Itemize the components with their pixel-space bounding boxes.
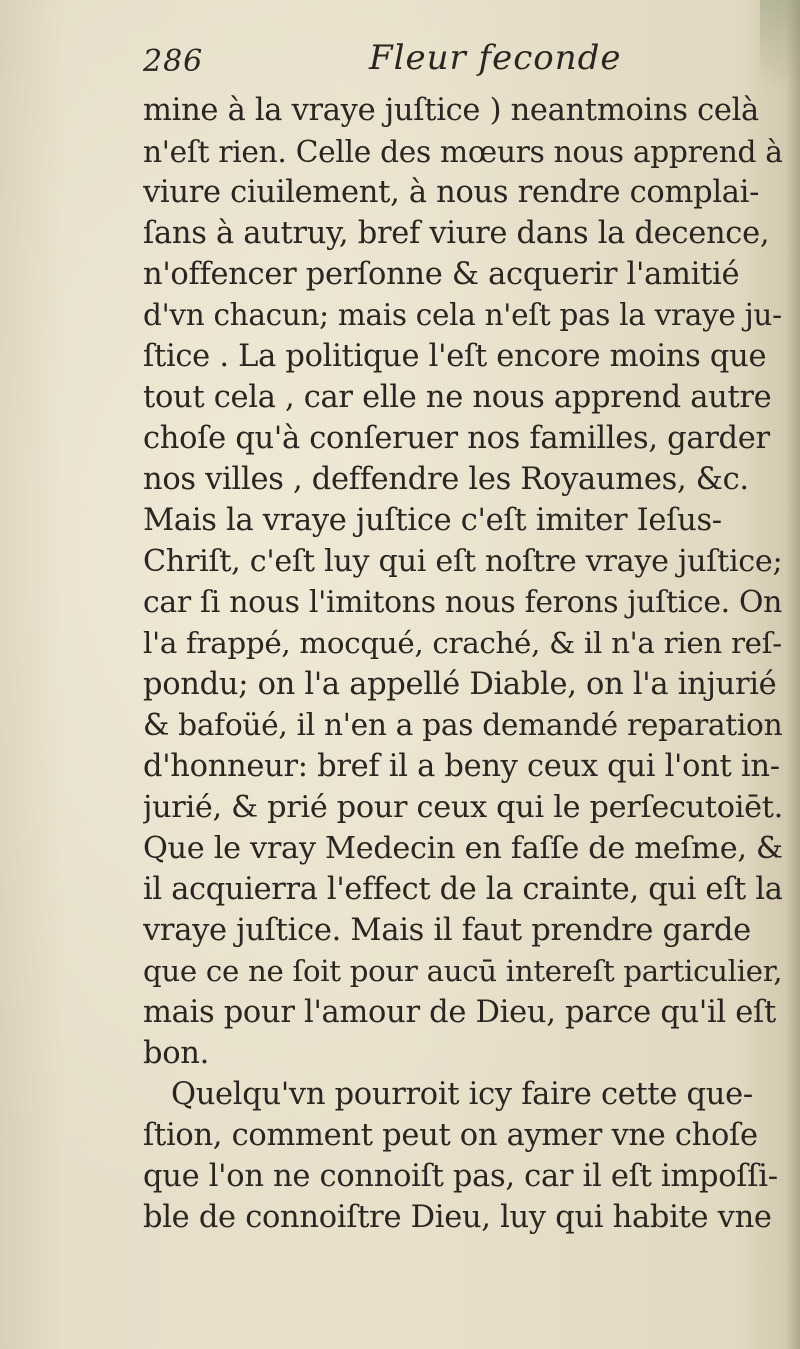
text-line: & bafoüé, il n'en a pas demandé reparation: [143, 708, 783, 742]
text-line: d'honneur: bref il a beny ceux qui l'ont in-: [143, 749, 780, 784]
text-line: tout cela , car elle ne nous apprend autre: [143, 380, 772, 415]
text-line: ſtion, comment peut on aymer vne choſe: [143, 1118, 758, 1153]
text-line: ſtice . La politique l'eſt encore moins que: [143, 339, 767, 374]
text-line: Chriſt, c'eſt luy qui eſt noſtre vraye juſtice;: [143, 544, 783, 579]
text-line: pondu; on l'a appellé Diable, on l'a injurié: [143, 667, 777, 702]
text-line: nos villes , deffendre les Royaumes, &c.: [143, 462, 749, 497]
text-line: bon.: [143, 1036, 210, 1071]
text-line: mais pour l'amour de Dieu, parce qu'il eſt: [143, 995, 776, 1030]
page-edge-shadow: [786, 0, 800, 1349]
text-line: choſe qu'à conſeruer nos familles, garder: [143, 421, 770, 456]
text-line: mine à la vraye juſtice ) neantmoins celà: [143, 93, 759, 128]
text-line: Quelqu'vn pourroit icy faire cette que-: [171, 1077, 753, 1112]
text-line: l'a frappé, mocqué, craché, & il n'a rien reſ-: [143, 626, 782, 660]
text-line: car ſi nous l'imitons nous ferons juſtice. On: [143, 585, 783, 620]
text-line: d'vn chacun; mais cela n'eſt pas la vraye ju-: [143, 298, 782, 332]
text-line: que ce ne ſoit pour aucū intereſt particulier,: [143, 954, 783, 988]
text-line: n'eſt rien. Celle des mœurs nous apprend à: [143, 134, 783, 169]
text-line: Mais la vraye juſtice c'eſt imiter Ieſus-: [143, 503, 722, 538]
page-number: 286: [143, 44, 204, 79]
text-line: il acquierra l'effect de la crainte, qui eſt la: [143, 872, 783, 907]
running-title: Fleur feconde: [369, 38, 622, 78]
text-line: Que le vray Medecin en faſſe de meſme, &: [143, 831, 783, 866]
text-line: ſans à autruy, bref viure dans la decence,: [143, 216, 770, 251]
text-line: que l'on ne connoiſt pas, car il eſt impoſſi-: [143, 1159, 778, 1194]
text-line: ble de connoiſtre Dieu, luy qui habite vne: [143, 1200, 772, 1235]
text-line: jurié, & prié pour ceux qui le perſecutoiēt.: [143, 790, 783, 825]
text-line: viure ciuilement, à nous rendre complai-: [143, 175, 760, 210]
text-line: vraye juſtice. Mais il faut prendre garde: [143, 913, 751, 948]
page-header: [143, 38, 783, 90]
body-text: [143, 90, 783, 1238]
text-line: n'offencer perſonne & acquerir l'amitié: [143, 257, 740, 292]
